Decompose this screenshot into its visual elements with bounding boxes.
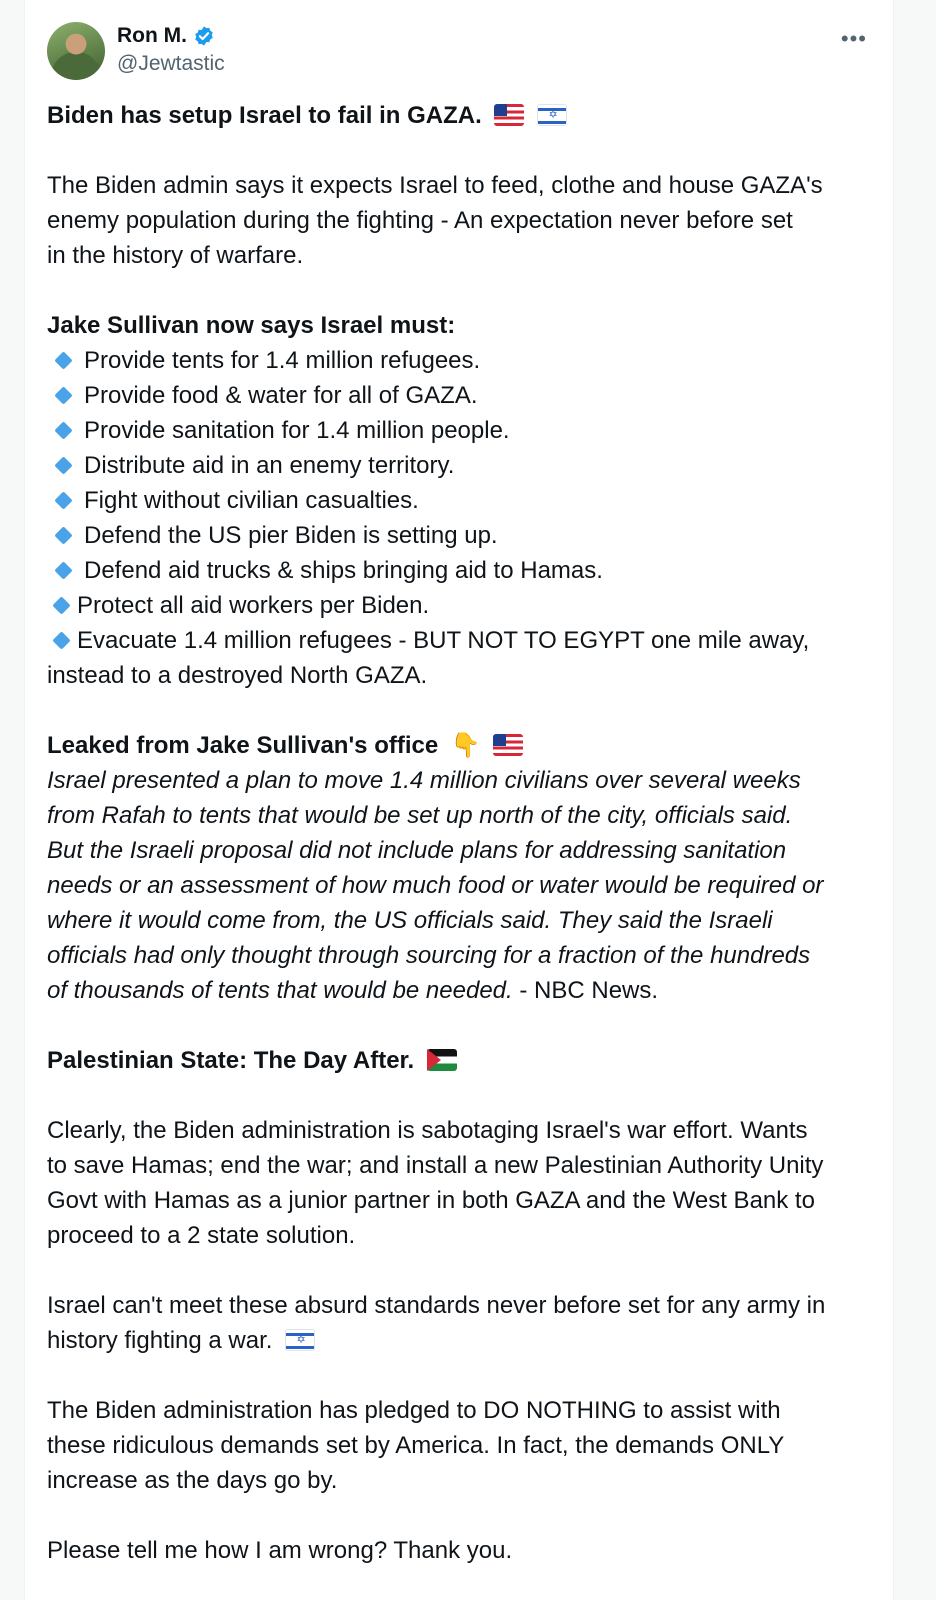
- intro-line: in the history of warfare.: [47, 242, 304, 269]
- blue-diamond-icon: [52, 631, 70, 649]
- spacer: [47, 693, 883, 728]
- paragraph-line: Govt with Hamas as a junior partner in both GAZA and the West Bank to: [47, 1187, 815, 1214]
- israel-flag-icon: [537, 104, 567, 126]
- closing-line: Please tell me how I am wrong? Thank you.: [47, 1537, 513, 1564]
- spacer: [47, 1358, 883, 1393]
- bullet-text: Evacuate 1.4 million refugees - BUT NOT TO EGYPT one mile away,: [77, 627, 810, 654]
- palestine-flag-icon: [427, 1049, 457, 1071]
- blue-diamond-icon: [54, 386, 72, 404]
- paragraph-line-with-flag: [47, 1323, 883, 1358]
- pointing-down-icon: 👇: [450, 732, 481, 759]
- bullet-item: [47, 588, 883, 623]
- blue-diamond-icon: [54, 456, 72, 474]
- spacer: [47, 1498, 883, 1533]
- bullet-text: Defend the US pier Biden is setting up.: [84, 522, 498, 549]
- author-name[interactable]: Ron M.: [117, 24, 187, 47]
- author-handle[interactable]: @Jewtastic: [117, 52, 225, 75]
- bullet-item: [47, 623, 883, 658]
- bullet-item: [47, 378, 883, 413]
- israel-flag-icon: [285, 1329, 315, 1351]
- paragraph-line: Israel can't meet these absurd standards never before set for any army in: [47, 1292, 826, 1319]
- bullet-text: Distribute aid in an enemy territory.: [84, 452, 455, 479]
- bullet-item: [47, 518, 883, 553]
- quote-line: But the Israeli proposal did not include plans for addressing sanitation: [47, 837, 787, 864]
- paragraph-line: increase as the days go by.: [47, 1467, 338, 1494]
- bullet-item: [47, 413, 883, 448]
- paragraph-line: to save Hamas; end the war; and install a new Palestinian Authority Unity: [47, 1152, 824, 1179]
- blue-diamond-icon: [54, 491, 72, 509]
- sullivan-heading: Jake Sullivan now says Israel must:: [47, 312, 456, 339]
- post-text: [47, 98, 883, 1568]
- author-name-row: [117, 24, 215, 48]
- bullet-item: [47, 448, 883, 483]
- us-flag-icon: [493, 734, 523, 756]
- bullet-text: Provide food & water for all of GAZA.: [84, 382, 478, 409]
- spacer: [47, 1253, 883, 1288]
- paragraph-line: The Biden administration has pledged to DO NOTHING to assist with: [47, 1397, 781, 1424]
- bullet-text: Protect all aid workers per Biden.: [77, 592, 430, 619]
- paragraph-line: these ridiculous demands set by America. In fact, the demands ONLY: [47, 1432, 785, 1459]
- quote-last-line: [47, 973, 883, 1008]
- bullet-item: [47, 483, 883, 518]
- quote-line: Israel presented a plan to move 1.4 million civilians over several weeks: [47, 767, 801, 794]
- intro-line: The Biden admin says it expects Israel to feed, clothe and house GAZA's: [47, 172, 823, 199]
- bullet-text: Provide sanitation for 1.4 million people.: [84, 417, 510, 444]
- more-options-icon[interactable]: •••: [840, 26, 867, 51]
- palestinian-heading-line: [47, 1043, 883, 1078]
- palestinian-heading: Palestinian State: The Day After.: [47, 1047, 415, 1074]
- quote-line: needs or an assessment of how much food or water would be required or: [47, 872, 824, 899]
- blue-diamond-icon: [52, 596, 70, 614]
- bullet-text: Provide tents for 1.4 million refugees.: [84, 347, 481, 374]
- post-card: [24, 0, 894, 1600]
- blue-diamond-icon: [54, 526, 72, 544]
- spacer: [47, 1008, 883, 1043]
- leaked-heading: Leaked from Jake Sullivan's office: [47, 732, 439, 759]
- bullet-text: Fight without civilian casualties.: [84, 487, 419, 514]
- us-flag-icon: [494, 104, 524, 126]
- bullet-item: [47, 343, 883, 378]
- post-header: [47, 22, 871, 80]
- paragraph-line: Clearly, the Biden administration is sabotaging Israel's war effort. Wants: [47, 1117, 808, 1144]
- quote-line: of thousands of tents that would be needed.: [47, 977, 513, 1004]
- headline-line: [47, 98, 883, 133]
- quote-source: - NBC News.: [512, 977, 659, 1004]
- paragraph-text: history fighting a war.: [47, 1327, 273, 1354]
- spacer: [47, 273, 883, 308]
- quote-line: from Rafah to tents that would be set up north of the city, officials said.: [47, 802, 793, 829]
- bullet-item: [47, 553, 883, 588]
- avatar[interactable]: [47, 22, 105, 80]
- leaked-heading-line: [47, 728, 883, 763]
- blue-diamond-icon: [54, 561, 72, 579]
- spacer: [47, 133, 883, 168]
- quote-line: officials had only thought through sourcing for a fraction of the hundreds: [47, 942, 811, 969]
- headline: Biden has setup Israel to fail in GAZA.: [47, 102, 482, 129]
- blue-diamond-icon: [54, 351, 72, 369]
- blue-diamond-icon: [54, 421, 72, 439]
- bullet-continuation: instead to a destroyed North GAZA.: [47, 662, 428, 689]
- bullet-text: Defend aid trucks & ships bringing aid to Hamas.: [84, 557, 603, 584]
- paragraph-line: proceed to a 2 state solution.: [47, 1222, 356, 1249]
- spacer: [47, 1078, 883, 1113]
- quote-line: where it would come from, the US officials said. They said the Israeli: [47, 907, 773, 934]
- intro-line: enemy population during the fighting - An expectation never before set: [47, 207, 793, 234]
- bottom-fade: [25, 1566, 893, 1600]
- verified-badge-icon[interactable]: [193, 25, 215, 47]
